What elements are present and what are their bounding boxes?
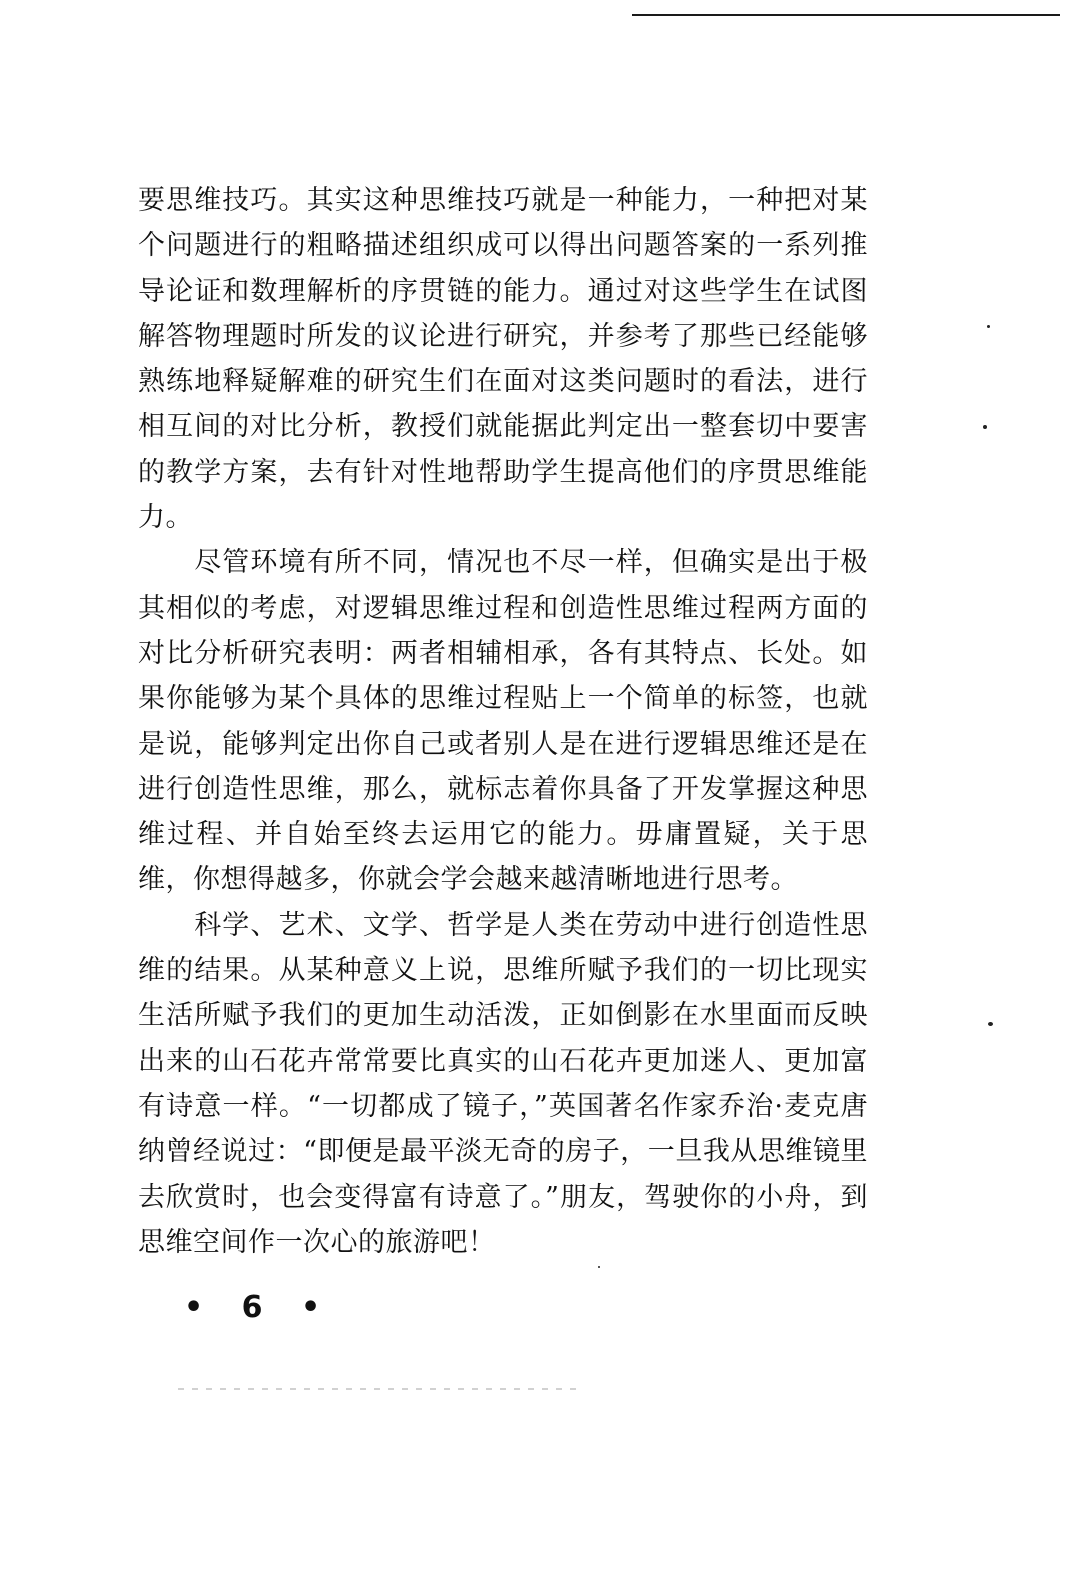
paragraph (138, 178, 868, 540)
scan-speck (983, 425, 987, 429)
text-line: 维过程、并自始至终去运用它的能力。毋庸置疑，关于思 (138, 819, 868, 851)
text-line: 进行创造性思维，那么，就标志着你具备了开发掌握这种思 (138, 773, 868, 805)
text-line: 其相似的考虑，对逻辑思维过程和创造性思维过程两方面的 (138, 592, 868, 624)
text-line: 维，你想得越多，你就会学会越来越清晰地进行思考。 (138, 864, 798, 896)
text-line: 个问题进行的粗略描述组织成可以得出问题答案的一系列推 (138, 230, 868, 262)
text-line: 科学、艺术、文学、哲学是人类在劳动中进行创造性思 (138, 909, 868, 941)
text-line: 思维空间作一次心的旅游吧！ (138, 1226, 496, 1258)
page-number: • 6 • (184, 1290, 335, 1325)
scan-speck (987, 325, 990, 328)
text-line: 解答物理题时所发的议论进行研究，并参考了那些已经能够 (138, 320, 868, 352)
text-line: 对比分析研究表明：两者相辅相承，各有其特点、长处。如 (138, 637, 868, 669)
text-line: 纳曾经说过：“即便是最平淡无奇的房子，一旦我从思维镜里 (138, 1136, 868, 1168)
text-line: 力。 (138, 502, 193, 534)
body-text (138, 178, 868, 1265)
top-rule (632, 14, 1060, 16)
text-line: 有诗意一样。“一切都成了镜子，”英国著名作家乔治·麦克唐 (138, 1090, 868, 1122)
text-line: 维的结果。从某种意义上说，思维所赋予我们的一切比现实 (138, 955, 868, 987)
text-line: 果你能够为某个具体的思维过程贴上一个简单的标签，也就 (138, 683, 868, 715)
text-line: 导论证和数理解析的序贯链的能力。通过对这些学生在试图 (138, 275, 868, 307)
text-line: 熟练地释疑解难的研究生们在面对这类问题时的看法，进行 (138, 366, 868, 398)
scan-noise (178, 1388, 578, 1390)
text-line: 要思维技巧。其实这种思维技巧就是一种能力，一种把对某 (138, 185, 868, 216)
text-line: 生活所赋予我们的更加生动活泼，正如倒影在水里面而反映 (138, 1000, 868, 1032)
text-line: 尽管环境有所不同，情况也不尽一样，但确实是出于极 (138, 547, 868, 579)
text-line: 是说，能够判定出你自己或者别人是在进行逻辑思维还是在 (138, 728, 868, 760)
paragraph (138, 903, 868, 1265)
text-line: 出来的山石花卉常常要比真实的山石花卉更加迷人、更加富 (138, 1045, 868, 1077)
text-line: 的教学方案，去有针对性地帮助学生提高他们的序贯思维能 (138, 456, 868, 488)
scan-speck (598, 1266, 600, 1268)
text-line: 相互间的对比分析，教授们就能据此判定出一整套切中要害 (138, 411, 868, 443)
text-line: 去欣赏时，也会变得富有诗意了。”朋友，驾驶你的小舟，到 (138, 1181, 868, 1213)
scan-speck (988, 1022, 993, 1026)
paragraph (138, 540, 868, 902)
